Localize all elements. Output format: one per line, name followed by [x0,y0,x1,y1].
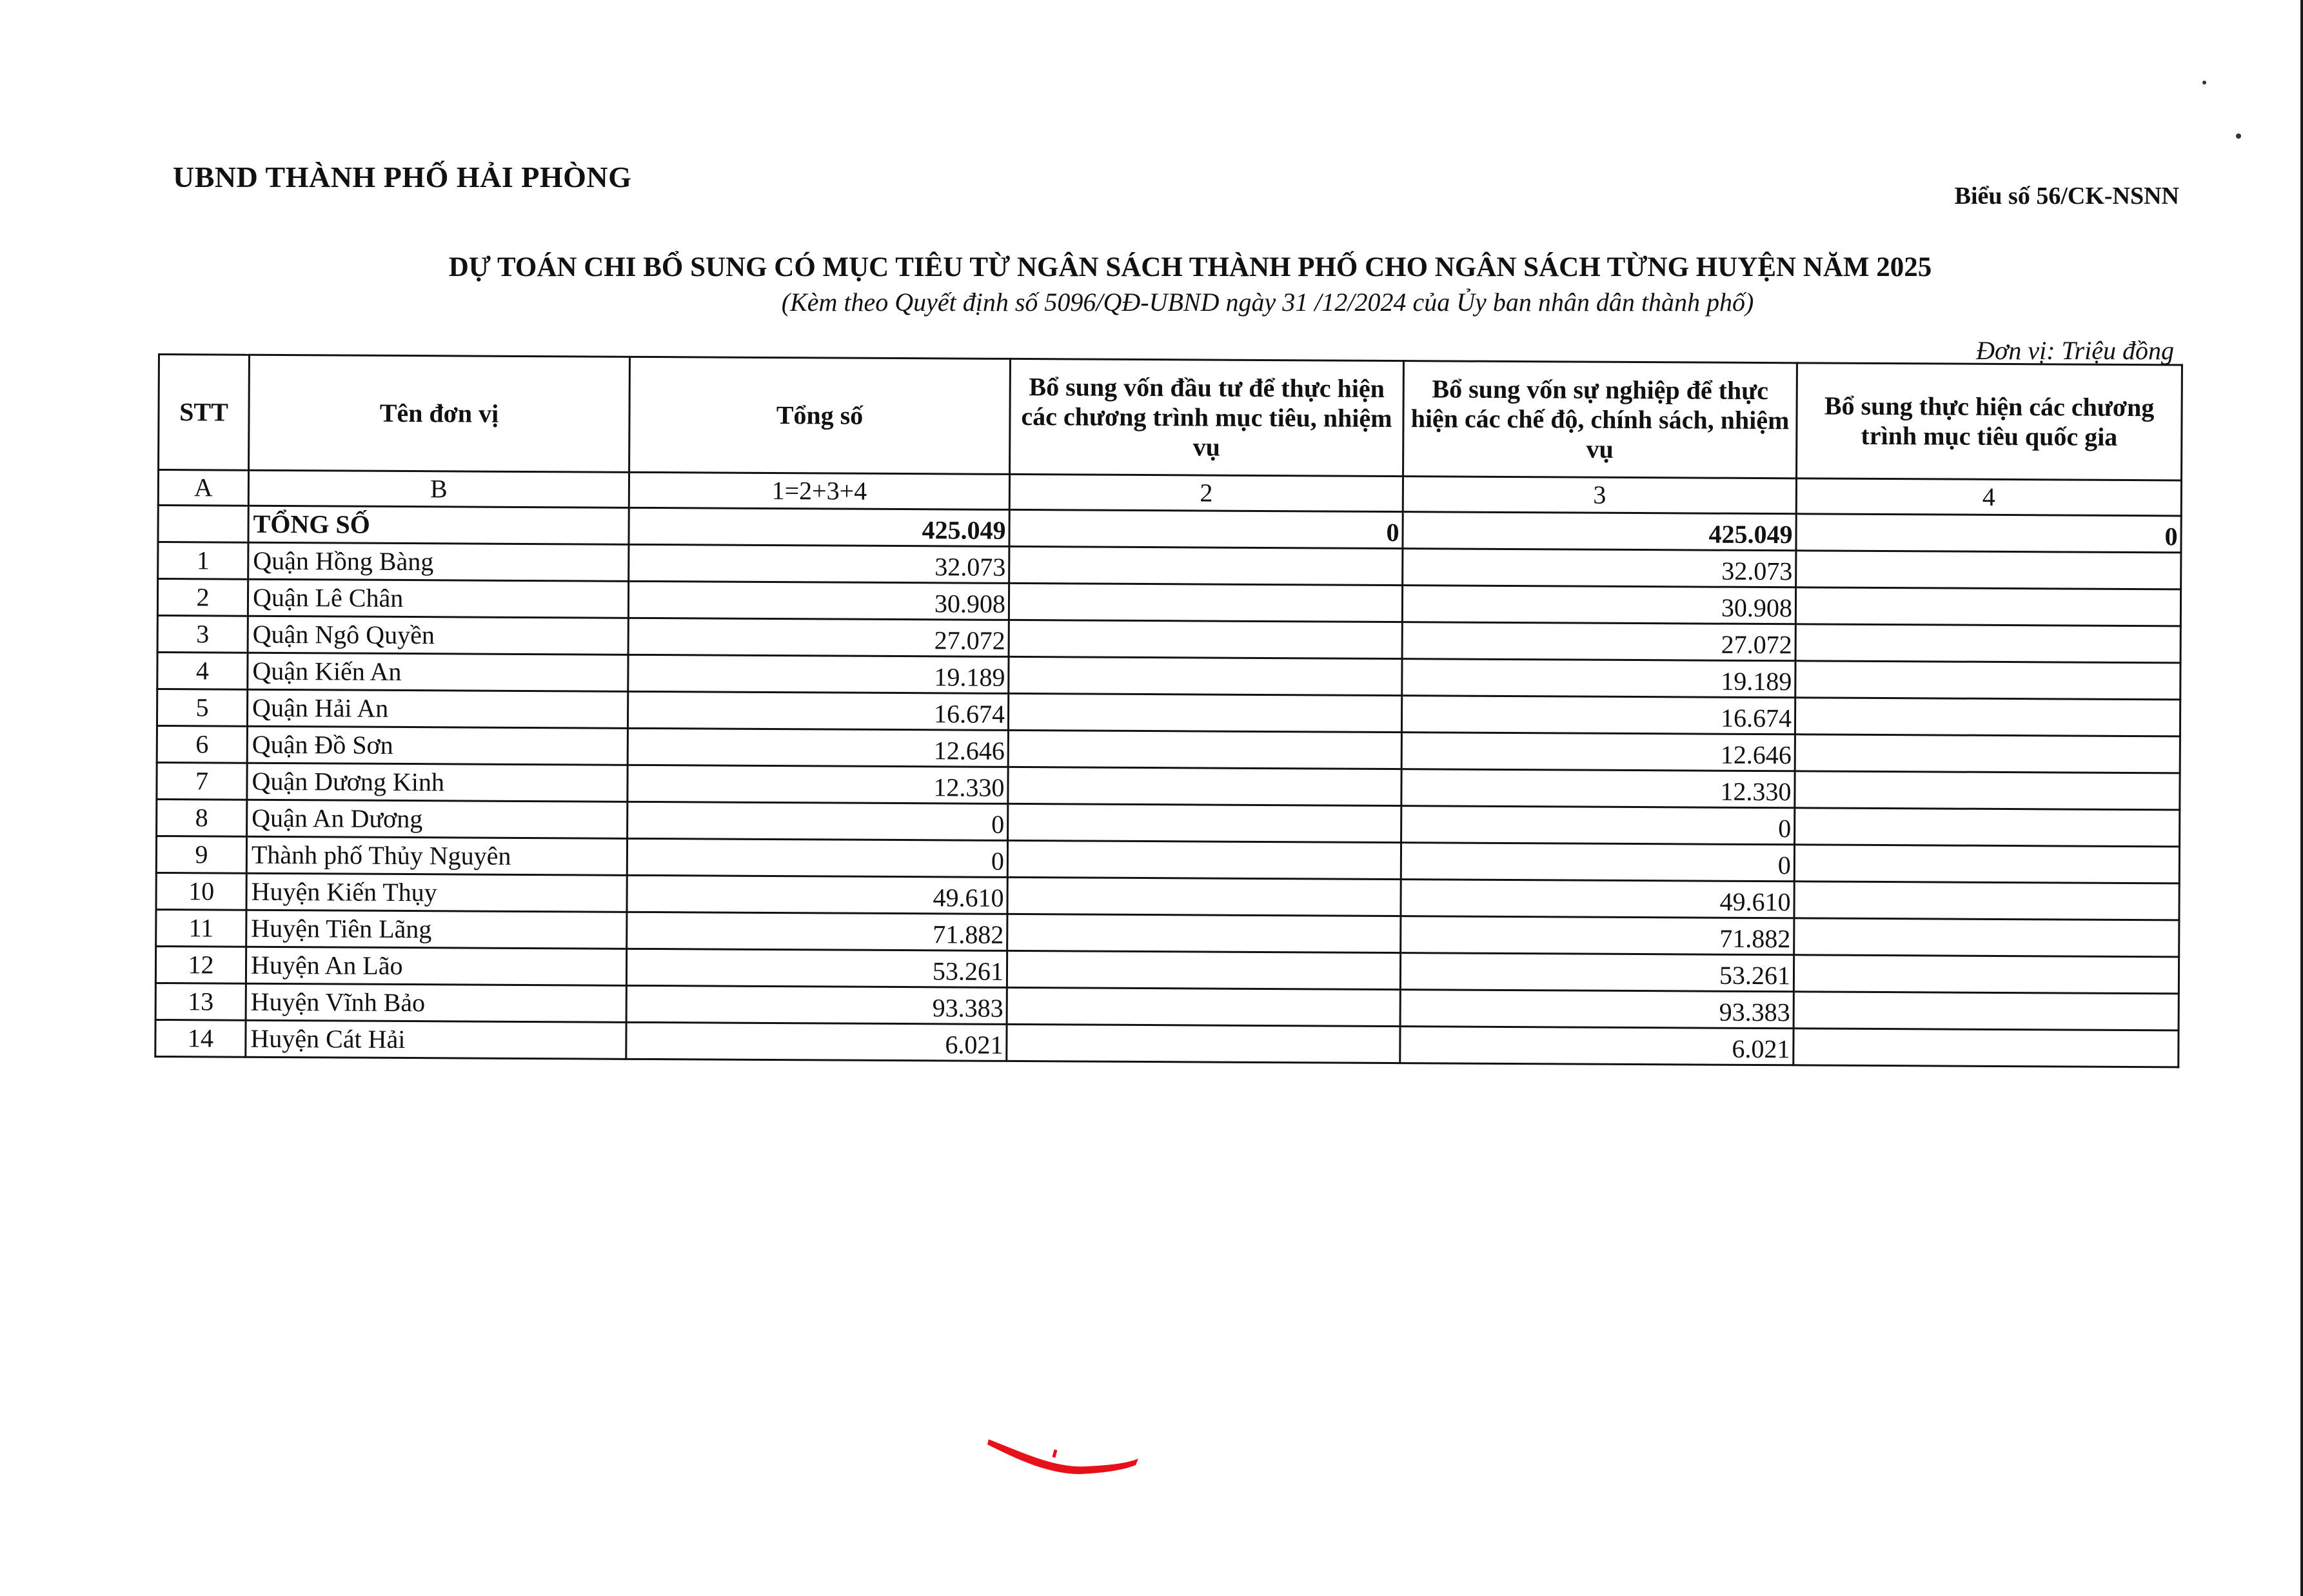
cell-stt: 9 [156,836,246,873]
cell-stt: 6 [157,725,247,763]
cell-national-programs [1794,845,2179,883]
column-header-name: Tên đơn vị [249,355,630,472]
cell-total: 27.072 [628,618,1009,656]
cell-total: 93.383 [626,985,1007,1024]
cell-stt: 1 [158,542,248,580]
column-index: 4 [1796,478,2181,516]
cell-name: Quận Hải An [247,689,628,728]
cell-investment [1009,546,1403,585]
cell-stt: 12 [155,946,246,983]
scan-speck [2202,81,2206,84]
cell-total: 6.021 [626,1022,1007,1061]
cell-total: 425.049 [629,507,1009,546]
cell-name: Quận Ngô Quyền [248,616,628,655]
cell-stt: 5 [157,689,247,727]
cell-investment [1008,693,1401,732]
cell-national-programs [1794,918,2179,957]
cell-stt: 14 [155,1020,246,1057]
column-index: B [248,470,629,507]
cell-recurrent: 30.908 [1402,586,1795,624]
cell-national-programs: 0 [1796,514,2181,553]
cell-total: 0 [627,838,1007,877]
cell-national-programs [1795,587,2180,626]
cell-recurrent: 425.049 [1403,512,1796,551]
cell-investment [1008,803,1401,842]
cell-name: Quận Đồ Sơn [247,726,628,765]
cell-name: Quận Hồng Bàng [248,542,629,581]
cell-recurrent: 12.646 [1401,733,1795,771]
cell-investment [1007,877,1401,916]
cell-recurrent: 0 [1401,806,1795,845]
cell-recurrent: 27.072 [1402,622,1795,661]
cell-investment: 0 [1009,509,1403,548]
cell-investment [1007,840,1401,879]
cell-national-programs [1794,1029,2179,1067]
cell-recurrent: 49.610 [1401,880,1794,918]
cell-national-programs [1794,882,2179,920]
cell-recurrent: 53.261 [1400,953,1794,992]
cell-name: TỔNG SỐ [248,506,629,544]
cell-recurrent: 6.021 [1400,1027,1794,1065]
cell-total: 53.261 [626,949,1007,987]
budget-table-container [154,353,2181,1068]
cell-recurrent: 19.189 [1402,659,1795,698]
cell-total: 49.610 [627,875,1007,914]
cell-recurrent: 16.674 [1401,696,1795,734]
table-header-row [159,355,2182,480]
cell-investment [1007,914,1401,952]
cell-stt: 8 [157,799,247,836]
document-subtitle: (Kèm theo Quyết định số 5096/QĐ-UBND ngày 31 /12/2024 của Ủy ban nhân dân thành phố) [781,288,1754,317]
cell-stt: 11 [156,909,246,947]
scan-speck [2236,133,2241,139]
scan-edge [2300,0,2303,1596]
cell-total: 32.073 [629,544,1009,583]
cell-stt: 3 [157,616,248,653]
unit-note: Đơn vị: Triệu đồng [1976,336,2174,365]
cell-national-programs [1796,551,2181,589]
cell-investment [1007,987,1400,1026]
cell-national-programs [1795,661,2180,700]
cell-recurrent: 71.882 [1401,916,1794,955]
cell-total: 12.646 [628,728,1008,767]
column-header-total: Tổng số [629,357,1011,474]
cell-name: Quận Kiến An [248,653,628,691]
cell-total: 16.674 [628,691,1008,730]
column-header-investment: Bổ sung vốn đầu tư để thực hiện các chương trình mục tiêu, nhiệm vụ [1010,359,1404,476]
document-title: DỰ TOÁN CHI BỔ SUNG CÓ MỤC TIÊU TỪ NGÂN SÁCH THÀNH PHỐ CHO NGÂN SÁCH TỪNG HUYỆN NĂM 2025 [448,252,1932,282]
cell-name: Huyện An Lão [246,947,626,985]
cell-stt: 13 [155,983,246,1020]
cell-name: Thành phố Thủy Nguyên [246,836,627,875]
cell-stt: 2 [157,579,248,616]
cell-national-programs [1794,992,2179,1030]
cell-name: Quận Lê Chân [248,579,628,618]
cell-national-programs [1795,698,2180,736]
column-header-stt: STT [159,355,250,471]
agency-name: UBND THÀNH PHỐ HẢI PHÒNG [173,161,632,193]
cell-investment [1007,1024,1400,1063]
cell-national-programs [1795,734,2180,773]
cell-investment [1009,620,1402,658]
cell-stt [158,506,248,543]
cell-name: Huyện Tiên Lãng [246,910,627,949]
cell-national-programs [1795,808,2180,847]
column-header-national-programs: Bổ sung thực hiện các chương trình mục tiêu quốc gia [1797,363,2182,480]
cell-stt: 7 [157,762,247,800]
red-seal-stroke-icon [983,1433,1145,1478]
cell-investment [1007,951,1400,989]
cell-national-programs [1795,624,2180,663]
cell-name: Huyện Cát Hải [246,1020,626,1059]
cell-investment [1009,583,1402,622]
cell-name: Quận An Dương [247,800,628,838]
cell-investment [1009,656,1402,695]
cell-investment [1008,730,1401,769]
cell-stt: 4 [157,653,248,690]
cell-total: 19.189 [628,655,1009,693]
cell-name: Quận Dương Kinh [247,763,628,802]
column-header-recurrent: Bổ sung vốn sự nghiệp để thực hiện các chế độ, chính sách, nhiệm vụ [1403,361,1797,478]
cell-national-programs [1795,771,2180,810]
column-index: 3 [1403,477,1796,514]
cell-stt: 10 [156,872,246,910]
cell-total: 0 [628,802,1008,840]
form-code: Biểu số 56/CK-NSNN [1954,182,2179,210]
column-index: 1=2+3+4 [629,472,1009,509]
cell-name: Huyện Kiến Thụy [246,873,627,912]
cell-total: 30.908 [628,581,1009,620]
cell-investment [1008,767,1401,805]
cell-recurrent: 32.073 [1403,549,1796,587]
cell-recurrent: 0 [1401,843,1794,882]
cell-recurrent: 12.330 [1401,769,1795,808]
cell-total: 12.330 [628,765,1008,803]
column-index: A [158,470,248,506]
cell-total: 71.882 [627,912,1007,951]
cell-national-programs [1794,955,2179,994]
column-index: 2 [1009,474,1403,511]
cell-name: Huyện Vĩnh Bảo [246,983,626,1022]
cell-recurrent: 93.383 [1400,990,1794,1029]
budget-table [154,353,2183,1068]
